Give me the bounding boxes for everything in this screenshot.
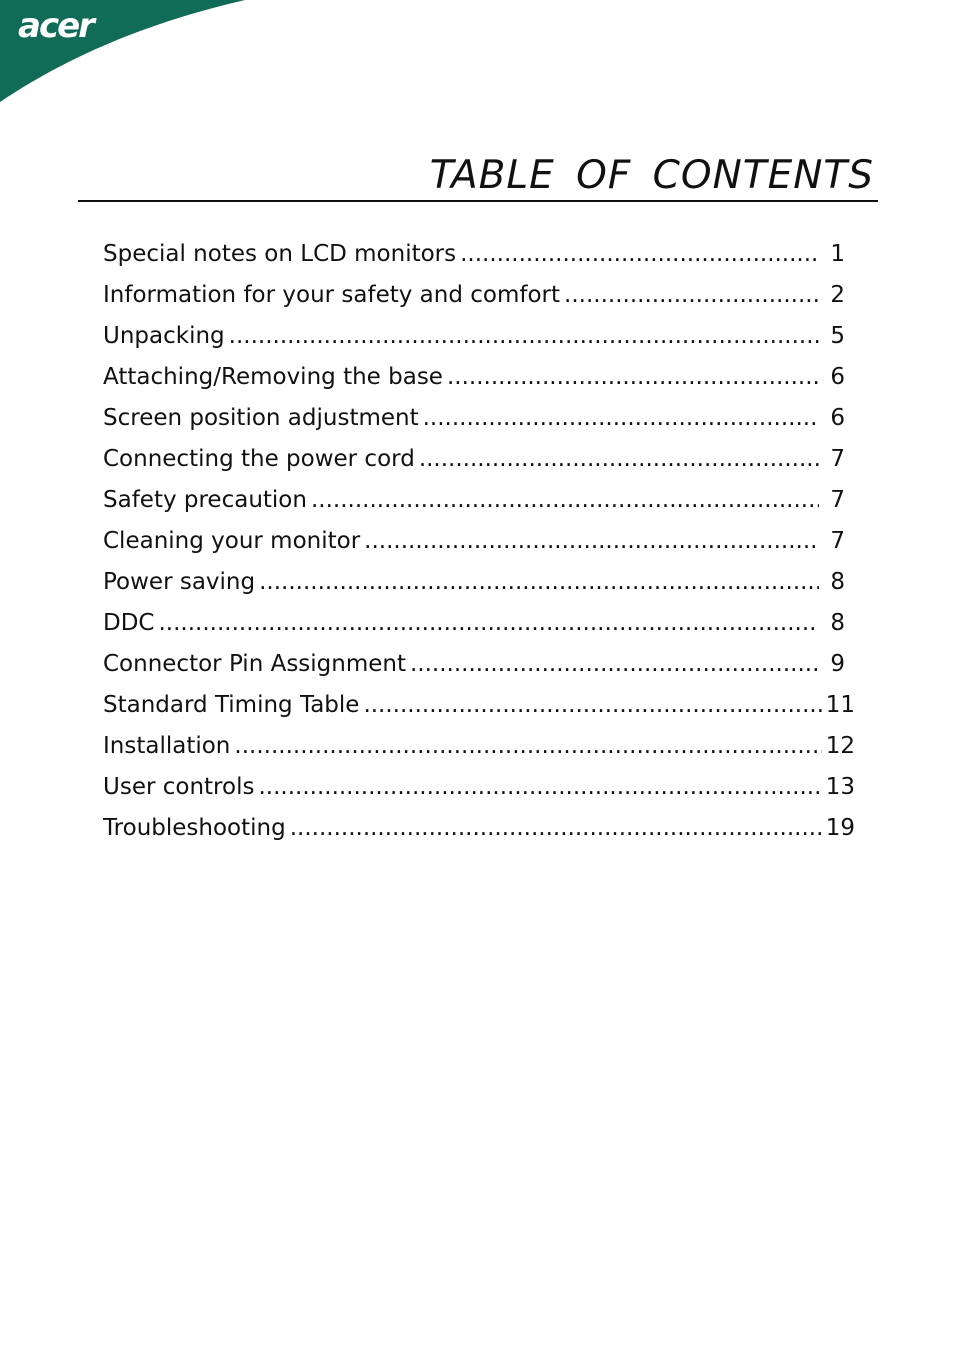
toc-entry-connector-pin[interactable] bbox=[103, 644, 845, 685]
toc-entry-page: 7 bbox=[830, 446, 845, 472]
toc-entry-screen-position[interactable] bbox=[103, 398, 845, 439]
toc-entry-page: 12 bbox=[825, 733, 855, 759]
dot-leader bbox=[311, 480, 819, 521]
toc-entry-label: Unpacking bbox=[103, 323, 225, 349]
toc-entry-user-controls[interactable] bbox=[103, 767, 855, 808]
toc-entry-label: Attaching/Removing the base bbox=[103, 364, 443, 390]
dot-leader bbox=[564, 275, 819, 316]
toc-entry-safety-comfort[interactable] bbox=[103, 275, 845, 316]
toc-entry-label: Power saving bbox=[103, 569, 256, 595]
toc-entry-page: 19 bbox=[825, 815, 855, 841]
toc-entry-label: Safety precaution bbox=[103, 487, 307, 513]
dot-leader bbox=[234, 726, 821, 767]
toc-entry-label: Screen position adjustment bbox=[103, 405, 419, 431]
toc-entry-page: 8 bbox=[830, 569, 845, 595]
toc-entry-label: Installation bbox=[103, 733, 231, 759]
toc-entry-label: User controls bbox=[103, 774, 255, 800]
toc-entry-power-cord[interactable] bbox=[103, 439, 845, 480]
toc-entry-safety-precaution[interactable] bbox=[103, 480, 845, 521]
dot-leader bbox=[419, 439, 819, 480]
table-of-contents bbox=[103, 234, 855, 849]
toc-entry-page: 5 bbox=[830, 323, 845, 349]
toc-entry-page: 6 bbox=[830, 364, 845, 390]
toc-entry-installation[interactable] bbox=[103, 726, 855, 767]
toc-entry-page: 11 bbox=[825, 692, 855, 718]
dot-leader bbox=[229, 316, 819, 357]
toc-entry-label: Troubleshooting bbox=[103, 815, 286, 841]
toc-entry-label: Cleaning your monitor bbox=[103, 528, 361, 554]
dot-leader bbox=[364, 521, 819, 562]
dot-leader bbox=[447, 357, 819, 398]
dot-leader bbox=[258, 767, 821, 808]
toc-entry-page: 9 bbox=[830, 651, 845, 677]
page-title: TABLE OF CONTENTS bbox=[429, 153, 874, 198]
toc-entry-cleaning[interactable] bbox=[103, 521, 845, 562]
dot-leader bbox=[460, 234, 819, 275]
title-divider bbox=[78, 200, 878, 202]
toc-entry-troubleshooting[interactable] bbox=[103, 808, 855, 849]
dot-leader bbox=[290, 808, 822, 849]
toc-entry-base[interactable] bbox=[103, 357, 845, 398]
toc-entry-power-saving[interactable] bbox=[103, 562, 845, 603]
toc-entry-page: 1 bbox=[830, 241, 845, 267]
toc-entry-label: Information for your safety and comfort bbox=[103, 282, 561, 308]
dot-leader bbox=[259, 562, 819, 603]
toc-entry-label: Connecting the power cord bbox=[103, 446, 415, 472]
toc-entry-label: Standard Timing Table bbox=[103, 692, 360, 718]
toc-entry-label: Special notes on LCD monitors bbox=[103, 241, 457, 267]
toc-entry-page: 7 bbox=[830, 487, 845, 513]
toc-entry-page: 6 bbox=[830, 405, 845, 431]
acer-logo: acer bbox=[18, 6, 93, 46]
toc-entry-page: 2 bbox=[830, 282, 845, 308]
toc-entry-page: 13 bbox=[825, 774, 855, 800]
dot-leader bbox=[423, 398, 819, 439]
toc-entry-page: 7 bbox=[830, 528, 845, 554]
toc-entry-label: DDC bbox=[103, 610, 155, 636]
toc-entry-special-notes[interactable] bbox=[103, 234, 845, 275]
toc-entry-unpacking[interactable] bbox=[103, 316, 845, 357]
dot-leader bbox=[158, 603, 819, 644]
dot-leader bbox=[363, 685, 821, 726]
dot-leader bbox=[410, 644, 819, 685]
toc-entry-label: Connector Pin Assignment bbox=[103, 651, 406, 677]
toc-entry-timing-table[interactable] bbox=[103, 685, 855, 726]
toc-entry-page: 8 bbox=[830, 610, 845, 636]
toc-entry-ddc[interactable] bbox=[103, 603, 845, 644]
